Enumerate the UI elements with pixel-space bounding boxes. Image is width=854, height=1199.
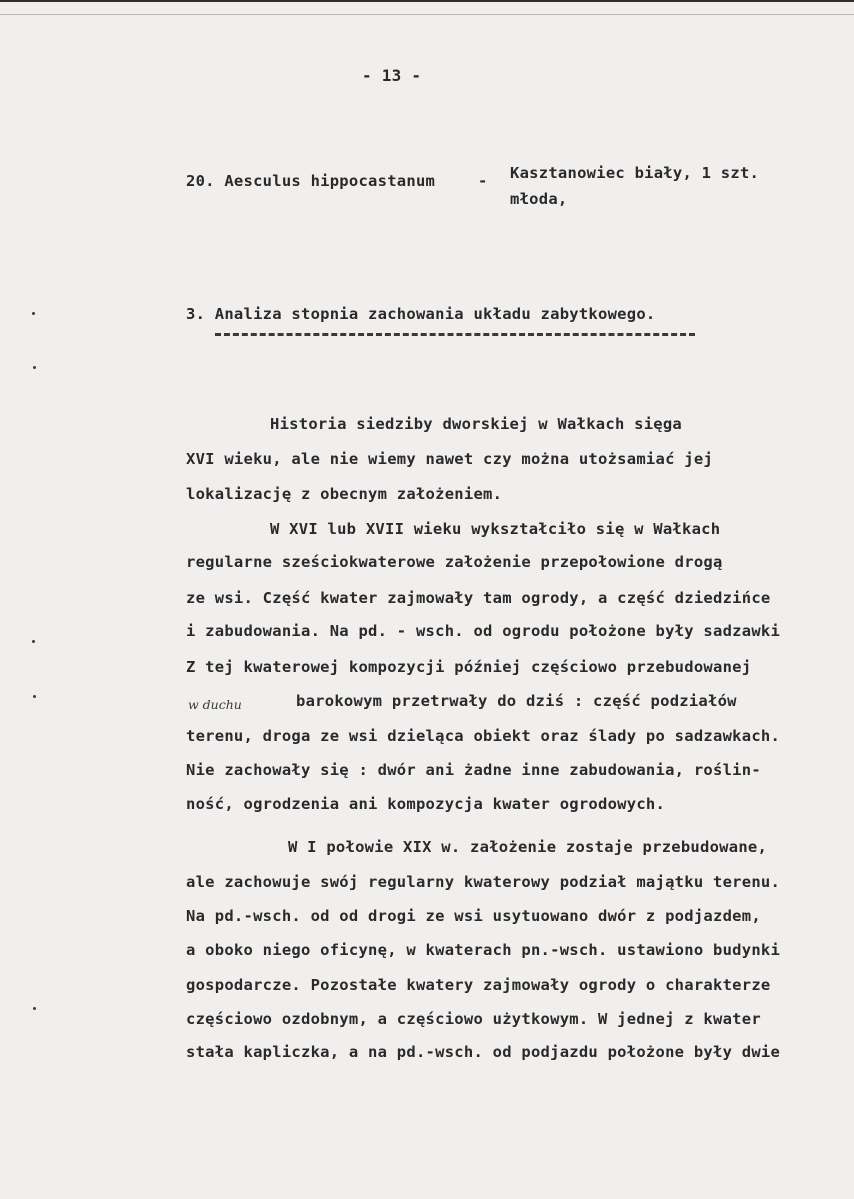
- species-description-cont: młoda,: [510, 190, 568, 208]
- margin-mark: [32, 640, 35, 643]
- body-line: gospodarcze. Pozostałe kwatery zajmowały ogrody o charakterze: [186, 976, 771, 994]
- body-line: Historia siedziby dworskiej w Wałkach sięga: [270, 415, 683, 433]
- species-description: Kasztanowiec biały, 1 szt.: [510, 164, 760, 182]
- body-line: regularne sześciokwaterowe założenie przepołowione drogą: [186, 553, 723, 571]
- margin-mark: [33, 695, 36, 698]
- margin-mark: [33, 1007, 36, 1010]
- body-line: i zabudowania. Na pd. - wsch. od ogrodu położone były sadzawki: [186, 622, 781, 640]
- body-line: Na pd.-wsch. od od drogi ze wsi usytuowano dwór z podjazdem,: [186, 907, 761, 925]
- margin-mark: [33, 366, 36, 369]
- margin-mark: [32, 312, 35, 315]
- page-number: - 13 -: [362, 66, 422, 85]
- handwritten-note: w duchu: [188, 697, 242, 712]
- species-dash: -: [478, 172, 488, 190]
- body-line: a oboko niego oficynę, w kwaterach pn.-wsch. ustawiono budynki: [186, 941, 781, 959]
- body-line: W XVI lub XVII wieku wykształciło się w Wałkach: [270, 520, 721, 538]
- top-edge-rule: [0, 0, 854, 15]
- section-heading: 3. Analiza stopnia zachowania układu zabytkowego.: [186, 305, 656, 323]
- body-line: Z tej kwaterowej kompozycji później częściowo przebudowanej: [186, 658, 752, 676]
- heading-underline: [215, 333, 695, 336]
- body-line: częściowo ozdobnym, a częściowo użytkowym. W jednej z kwater: [186, 1010, 761, 1028]
- body-line: stała kapliczka, a na pd.-wsch. od podjazdu położone były dwie: [186, 1043, 781, 1061]
- body-line: XVI wieku, ale nie wiemy nawet czy można utożsamiać jej: [186, 450, 713, 468]
- body-line: terenu, droga ze wsi dzieląca obiekt oraz ślady po sadzawkach.: [186, 727, 781, 745]
- body-line: W I połowie XIX w. założenie zostaje przebudowane,: [288, 838, 768, 856]
- body-line: Nie zachowały się : dwór ani żadne inne zabudowania, roślin-: [186, 761, 761, 779]
- body-line: lokalizację z obecnym założeniem.: [186, 485, 503, 503]
- body-line: barokowym przetrwały do dziś : część podziałów: [296, 692, 737, 710]
- species-name: 20. Aesculus hippocastanum: [186, 172, 436, 190]
- body-line: ale zachowuje swój regularny kwaterowy podział majątku terenu.: [186, 873, 781, 891]
- body-line: ze wsi. Część kwater zajmowały tam ogrody, a część dziedzińce: [186, 589, 771, 607]
- body-line: ność, ogrodzenia ani kompozycja kwater ogrodowych.: [186, 795, 666, 813]
